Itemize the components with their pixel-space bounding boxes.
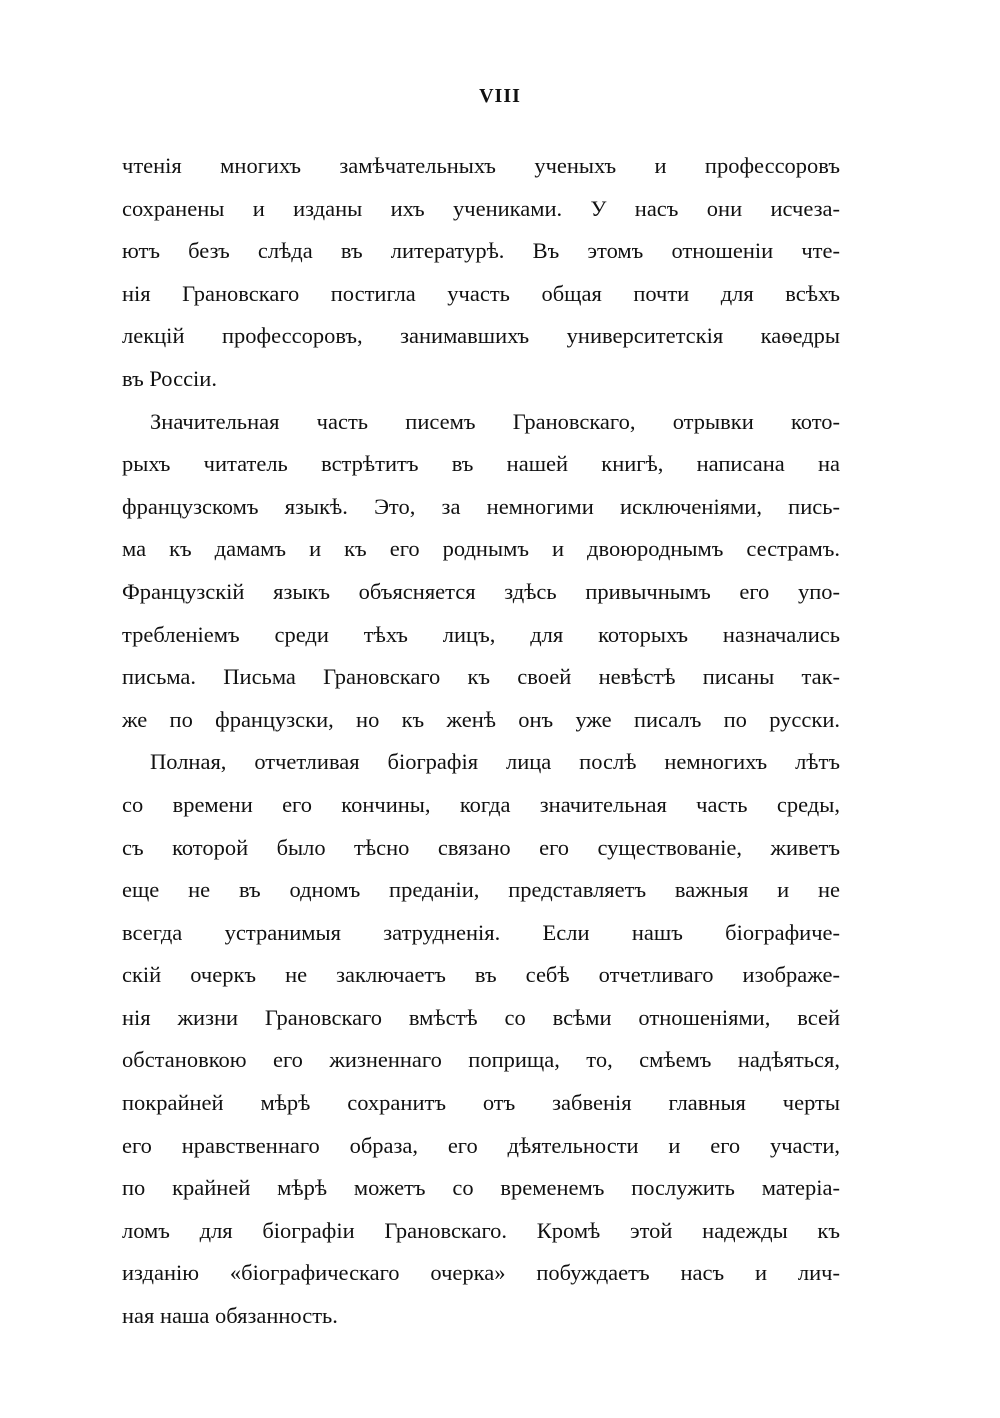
text-line: ная наша обязанность. <box>122 1303 338 1329</box>
text-line: ютъ безъ слѣда въ литературѣ. Въ этомъ отношеніи чте- <box>122 238 840 264</box>
text-line: нія Грановскаго постигла участь общая почти для всѣхъ <box>122 280 840 306</box>
text-line: лекцій профессоровъ, занимавшихъ университетскія каѳедры <box>122 323 840 349</box>
body-text <box>122 145 840 1338</box>
text-line: покрайней мѣрѣ сохранитъ отъ забвенія главныя черты <box>122 1090 840 1116</box>
text-line: изданію «біографическаго очерка» побуждаетъ насъ и лич- <box>122 1260 840 1286</box>
text-line: обстановкою его жизненнаго поприща, то, смѣемъ надѣяться, <box>122 1047 840 1073</box>
text-line: ломъ для біографіи Грановскаго. Кромѣ этой надежды къ <box>122 1217 840 1243</box>
text-line: его нравственнаго образа, его дѣятельности и его участи, <box>122 1132 840 1158</box>
text-line: чтенія многихъ замѣчательныхъ ученыхъ и профессоровъ <box>122 153 840 178</box>
text-line: въ Россіи. <box>122 365 217 391</box>
text-line: скій очеркъ не заключаетъ въ себѣ отчетливаго изображе- <box>122 962 840 988</box>
text-line: съ которой было тѣсно связано его существованіе, живетъ <box>122 834 840 860</box>
text-line: Французскій языкъ объясняется здѣсь привычнымъ его упо- <box>122 578 840 604</box>
text-line: французскомъ языкѣ. Это, за немногими исключеніями, пись- <box>122 493 840 519</box>
text-line: еще не въ одномъ преданіи, представляетъ важныя и не <box>122 877 840 903</box>
text-line: же по французски, но къ женѣ онъ уже писалъ по русски. <box>122 706 840 732</box>
text-line: рыхъ читатель встрѣтитъ въ нашей книгѣ, написана на <box>122 451 840 477</box>
paragraph-2 <box>122 401 840 742</box>
page-number: VIII <box>479 85 521 107</box>
text-line: со времени его кончины, когда значительная часть среды, <box>122 791 840 817</box>
text-line: письма. Письма Грановскаго къ своей невѣстѣ писаны так- <box>122 664 840 690</box>
paragraph-3 <box>122 741 840 1337</box>
text-line: требленіемъ среди тѣхъ лицъ, для которыхъ назначались <box>122 621 840 647</box>
text-line: Полная, отчетливая біографія лица послѣ немногихъ лѣтъ <box>150 749 840 775</box>
text-line: по крайней мѣрѣ можетъ со временемъ послужить матеріа- <box>122 1175 840 1201</box>
text-line: ма къ дамамъ и къ его роднымъ и двоюроднымъ сестрамъ. <box>122 536 840 562</box>
text-line: всегда устранимыя затрудненія. Если нашъ біографиче- <box>122 919 840 945</box>
text-line: Значительная часть писемъ Грановскаго, отрывки кото- <box>150 408 840 434</box>
text-line: нія жизни Грановскаго вмѣстѣ со всѣми отношеніями, всей <box>122 1004 840 1030</box>
text-line: сохранены и изданы ихъ учениками. У насъ они исчеза- <box>122 195 840 221</box>
paragraph-1 <box>122 145 840 401</box>
